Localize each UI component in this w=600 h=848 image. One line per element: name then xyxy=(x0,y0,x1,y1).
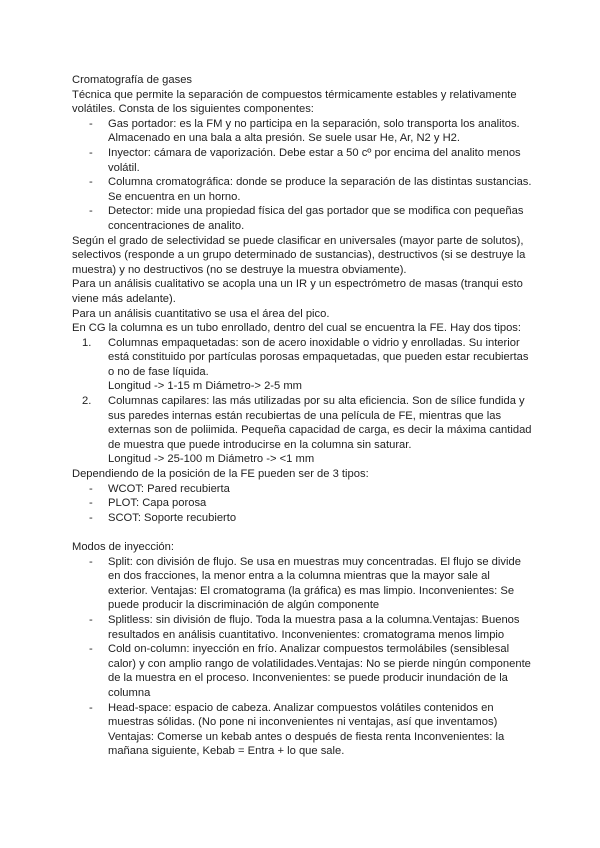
list-item: - Columna cromatográfica: donde se produce la separación de las distintas sustancias. Se encuentra en un horno. xyxy=(72,175,532,204)
list-item: - Cold on-column: inyección en frío. Analizar compuestos termolábiles (sensiblesal calor) y con amplio rango de volatilidades.Ventajas: No se pierde ningún componente de la muestra en el proceso. Inconvenientes: se puede producir inundación de la columna xyxy=(72,642,532,700)
column-types-list xyxy=(72,336,532,467)
list-item: - SCOT: Soporte recubierto xyxy=(72,511,532,526)
list-number: 1. xyxy=(82,336,92,349)
list-item: - Inyector: cámara de vaporización. Debe estar a 50 cº por encima del analito menos volátil. xyxy=(72,146,532,175)
list-item: - WCOT: Pared recubierta xyxy=(72,482,532,497)
column-type-text: Columnas capilares: las más utilizadas por su alta eficiencia. Son de sílice fundida y sus paredes internas están recubiertas de una película de FE, mientras que las externas son de poliimida. Pequeña capacidad de carga, es decir la máxima cantidad de muestra que puede introducirse en la columna sin saturar. xyxy=(108,395,532,451)
list-item: - Splitless: sin división de flujo. Toda la muestra pasa a la columna.Ventajas: Buenos resultados en análisis cuantitativo. Inconvenientes: cromatograma menos limpio xyxy=(72,613,532,642)
list-item: - Gas portador: es la FM y no participa en la separación, solo transporta los analitos. Almacenado en una bala a alta presión. Se suele usar He, Ar, N2 y H2. xyxy=(72,117,532,146)
list-number: 2. xyxy=(82,395,92,408)
list-item: - PLOT: Capa porosa xyxy=(72,496,532,511)
quantitative-paragraph: Para un análisis cuantitativo se usa el área del pico. xyxy=(72,307,330,320)
fe-types-list xyxy=(72,482,532,526)
list-item: - Head-space: espacio de cabeza. Analizar compuestos volátiles contenidos en muestras sólidas. (No pone ni inconvenientes ni ventajas, así que inventamos) Ventajas: Comerse un kebab antes o después de fiesta renta Inconvenientes: la mañana siguiente, Kebab = Entra + lo que sale. xyxy=(72,701,532,759)
column-type-dims: Longitud -> 25-100 m Diámetro -> <1 mm xyxy=(108,453,315,466)
qualitative-paragraph: Para un análisis cualitativo se acopla una un IR y un espectrómetro de masas (tranqui esto viene más adelante). xyxy=(72,278,523,305)
list-item xyxy=(72,336,532,394)
column-intro-paragraph: En CG la columna es un tubo enrollado, dentro del cual se encuentra la FE. Hay dos tipos: xyxy=(72,322,522,335)
column-type-text: Columnas empaquetadas: son de acero inoxidable o vidrio y enrolladas. Su interior está constituido por partículas porosas empaquetadas, que pueden estar recubiertas o no de fase líquida. xyxy=(108,336,529,378)
list-item: - Split: con división de flujo. Se usa en muestras muy concentradas. El flujo se divide en dos fracciones, la menor entra a la columna mientras que la mayor sale al exterior. Ventajas: El cromatograma (la gráfica) es mas limpio. Inconvenientes: Se puede producir la discriminación de algún componente xyxy=(72,555,532,613)
components-list xyxy=(72,117,532,234)
selectivity-paragraph: Según el grado de selectividad se puede clasificar en universales (mayor parte de solutos), selectivos (responde a un grupo determinado de sustancias), destructivos (si se destruye la muestra) y no destructivos (no se destruye la muestra obviamente). xyxy=(72,234,526,276)
list-item: - Detector: mide una propiedad física del gas portador que se modifica con pequeñas concentraciones de analito. xyxy=(72,204,532,233)
column-type-dims: Longitud -> 1-15 m Diámetro-> 2-5 mm xyxy=(108,380,302,393)
intro-paragraph: Técnica que permite la separación de compuestos térmicamente estables y relativamente volátiles. Consta de los siguientes componentes: xyxy=(72,88,517,116)
injection-title: Modos de inyección: xyxy=(72,541,174,553)
list-item xyxy=(72,394,532,467)
blank-line xyxy=(72,525,532,540)
injection-modes-list xyxy=(72,555,532,759)
document-title: Cromatografía de gases xyxy=(72,74,193,86)
document-page xyxy=(72,73,532,759)
fe-intro-paragraph: Dependiendo de la posición de la FE pueden ser de 3 tipos: xyxy=(72,468,369,481)
